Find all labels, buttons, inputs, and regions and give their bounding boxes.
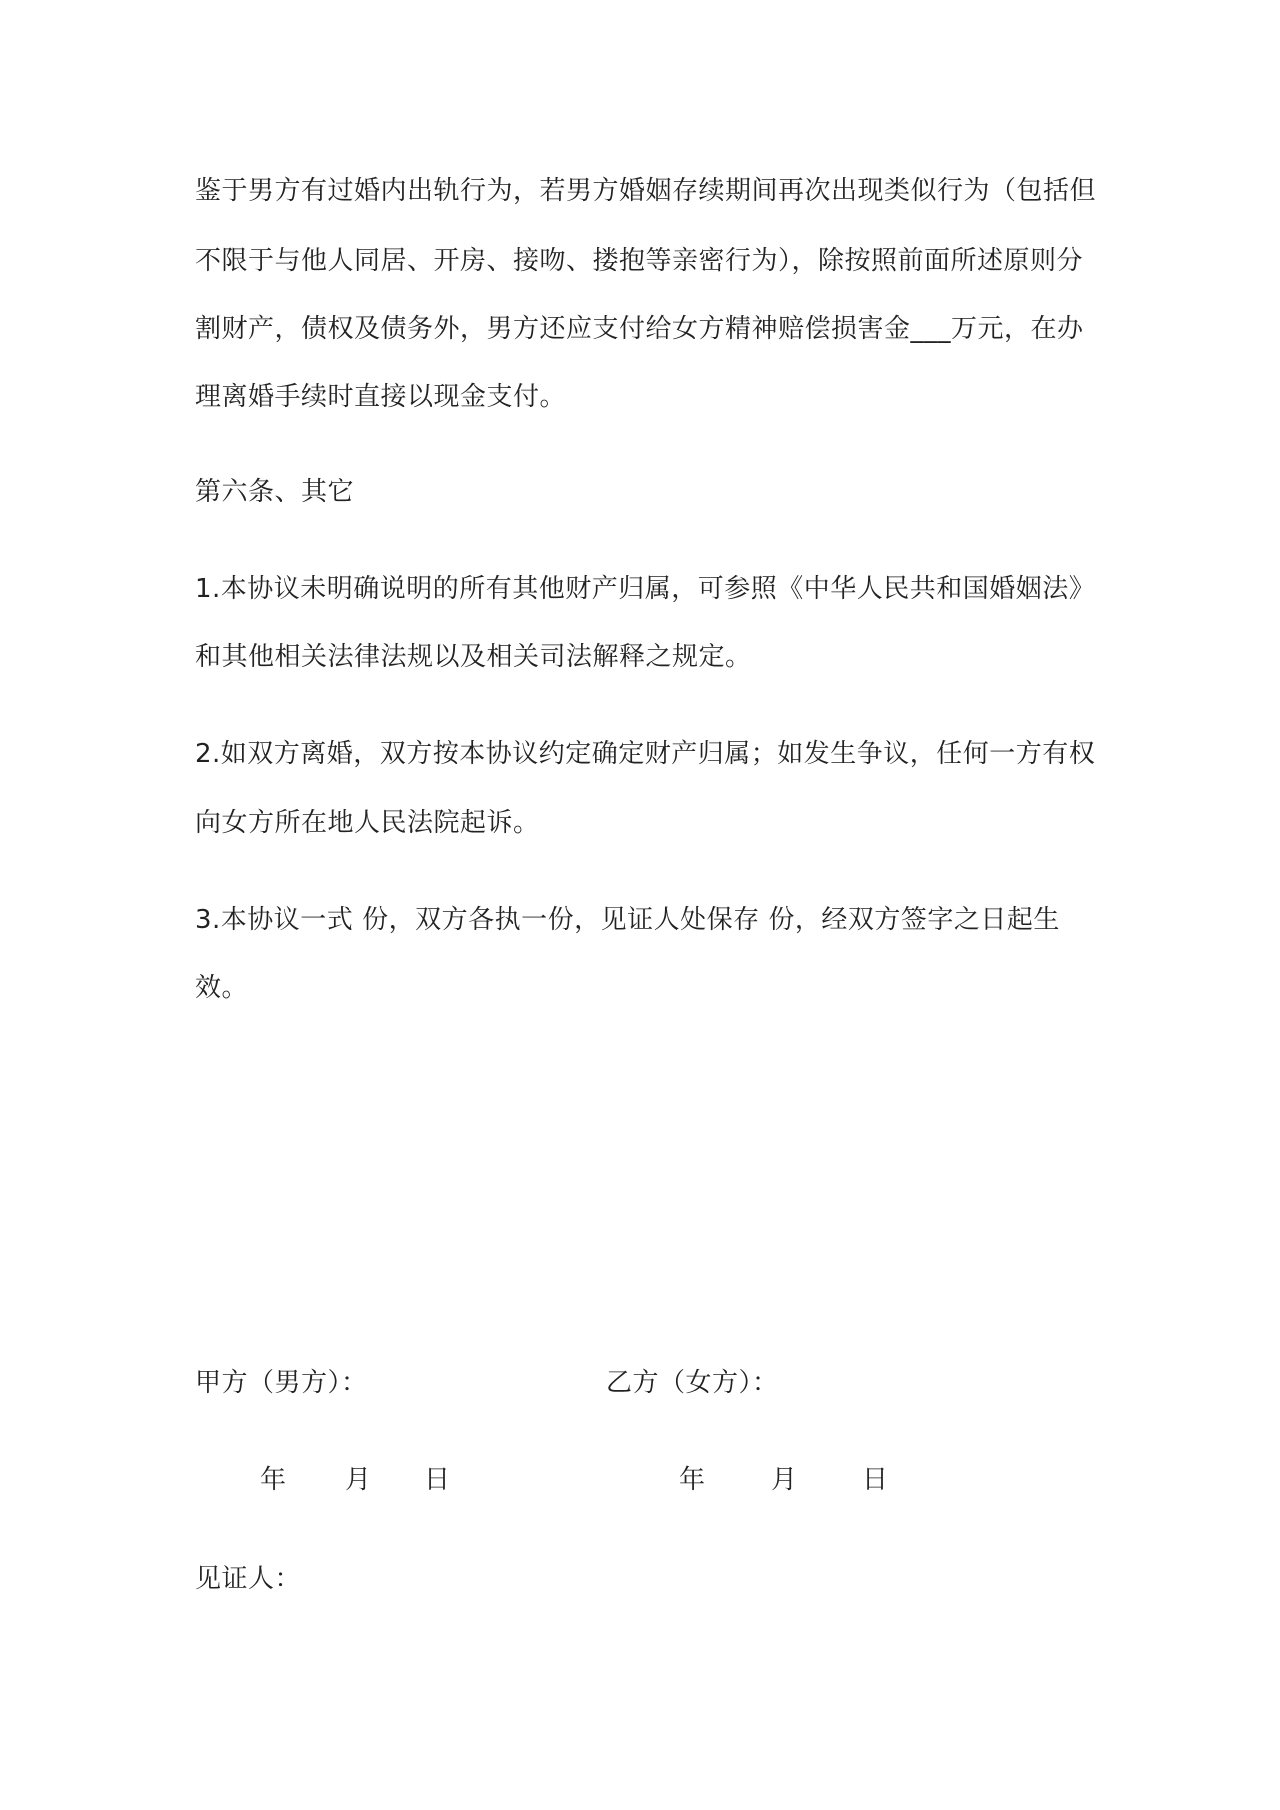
party-b-day-label: 日: [862, 1465, 889, 1495]
compensation-clause-line-1: 鉴于男方有过婚内出轨行为，若男方婚姻存续期间再次出现类似行为（包括但: [195, 176, 1097, 206]
article-six-item-2-line-2: 向女方所在地人民法院起诉。: [195, 808, 540, 838]
party-b-month-label: 月: [771, 1465, 798, 1495]
party-a-month-label: 月: [345, 1465, 372, 1495]
article-six-item-1-line-2: 和其他相关法律法规以及相关司法解释之规定。: [195, 642, 752, 672]
party-a-year-label: 年: [260, 1465, 287, 1495]
party-a-label: 甲方（男方）：: [195, 1368, 368, 1398]
article-six-item-2-line-1: 2.如双方离婚，双方按本协议约定确定财产归属；如发生争议，任何一方有权: [195, 739, 1096, 769]
party-b-year-label: 年: [679, 1465, 706, 1495]
compensation-clause-line-3: 割财产，债权及债务外，男方还应支付给女方精神赔偿损害金___万元，在办: [195, 314, 1084, 344]
article-six-item-1-line-1: 1.本协议未明确说明的所有其他财产归属，可参照《中华人民共和国婚姻法》: [195, 574, 1096, 604]
article-six-item-3-line-2: 效。: [195, 973, 249, 1003]
compensation-clause-line-4: 理离婚手续时直接以现金支付。: [195, 382, 567, 412]
article-six-item-3-line-1: 3.本协议一式 份，双方各执一份，见证人处保存 份，经双方签字之日起生: [195, 905, 1060, 935]
party-a-day-label: 日: [424, 1465, 451, 1495]
witness-label: 见证人：: [195, 1564, 302, 1594]
party-b-label: 乙方（女方）：: [606, 1368, 779, 1398]
article-six-heading: 第六条、其它: [195, 477, 355, 507]
compensation-clause-line-2: 不限于与他人同居、开房、接吻、搂抱等亲密行为），除按照前面所述原则分: [195, 246, 1084, 276]
